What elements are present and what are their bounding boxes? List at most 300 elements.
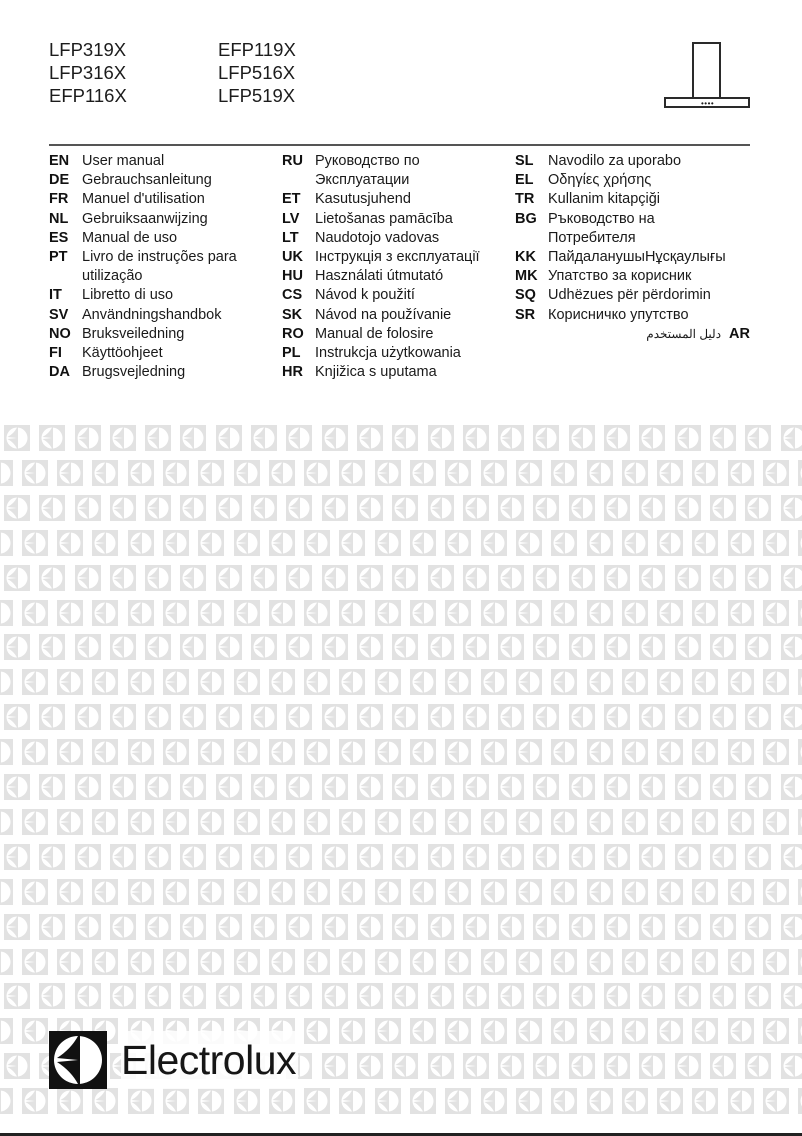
pattern-logo-icon [710, 425, 736, 451]
pattern-logo-icon [675, 425, 701, 451]
pattern-logo-icon [745, 983, 771, 1009]
pattern-logo-icon [604, 425, 630, 451]
pattern-logo-icon [410, 1088, 436, 1114]
pattern-logo-icon [551, 879, 577, 905]
pattern-logo-icon [604, 914, 630, 940]
pattern-logo-icon [0, 809, 13, 835]
pattern-logo-icon [428, 844, 454, 870]
pattern-logo-icon [322, 1053, 348, 1079]
language-entry [515, 210, 750, 229]
language-code: SQ [515, 287, 536, 304]
pattern-logo-icon [216, 425, 242, 451]
pattern-logo-icon [763, 739, 789, 765]
pattern-logo-icon [481, 460, 507, 486]
pattern-logo-icon [357, 844, 383, 870]
pattern-logo-icon [481, 879, 507, 905]
pattern-logo-icon [533, 774, 559, 800]
pattern-row [4, 704, 802, 730]
pattern-logo-icon [728, 530, 754, 556]
pattern-logo-icon [198, 600, 224, 626]
pattern-logo-icon [569, 704, 595, 730]
pattern-logo-icon [392, 495, 418, 521]
pattern-logo-icon [234, 1088, 260, 1114]
pattern-logo-icon [304, 879, 330, 905]
pattern-logo-icon [445, 809, 471, 835]
pattern-row [4, 565, 802, 591]
pattern-logo-icon [0, 1088, 13, 1114]
pattern-logo-icon [622, 530, 648, 556]
pattern-logo-icon [498, 495, 524, 521]
pattern-logo-icon [481, 1088, 507, 1114]
pattern-logo-icon [251, 914, 277, 940]
manual-title: Lietošanas pamācība [315, 210, 453, 227]
pattern-logo-icon [339, 1018, 365, 1044]
pattern-logo-icon [128, 809, 154, 835]
pattern-logo-icon [22, 530, 48, 556]
model-number: EFP116X [49, 85, 127, 106]
pattern-logo-icon [798, 949, 802, 975]
pattern-logo-icon [533, 634, 559, 660]
language-code: PT [49, 249, 68, 266]
pattern-logo-icon [269, 600, 295, 626]
pattern-logo-icon [710, 983, 736, 1009]
pattern-logo-icon [604, 495, 630, 521]
pattern-logo-icon [216, 774, 242, 800]
pattern-logo-icon [551, 1088, 577, 1114]
pattern-logo-icon [0, 460, 13, 486]
pattern-logo-icon [57, 460, 83, 486]
language-code [515, 229, 548, 248]
pattern-logo-icon [587, 669, 613, 695]
pattern-logo-icon [657, 1018, 683, 1044]
language-code: BG [515, 210, 537, 227]
language-entry [282, 229, 480, 248]
language-entry [49, 363, 237, 382]
manual-title: Návod na používanie [315, 306, 452, 323]
language-code: HU [282, 268, 303, 285]
pattern-row [0, 879, 802, 905]
language-code: IT [49, 287, 62, 304]
pattern-logo-icon [251, 704, 277, 730]
language-code: RO [282, 325, 304, 342]
pattern-logo-icon [375, 669, 401, 695]
pattern-logo-icon [216, 565, 242, 591]
language-entry [515, 152, 750, 171]
language-entry [282, 152, 480, 171]
manual-title: Gebruiksaanwijzing [82, 210, 208, 227]
pattern-logo-icon [587, 1018, 613, 1044]
pattern-logo-icon [322, 495, 348, 521]
pattern-logo-icon [587, 1088, 613, 1114]
pattern-logo-icon [445, 530, 471, 556]
pattern-logo-icon [533, 704, 559, 730]
pattern-logo-icon [110, 495, 136, 521]
pattern-logo-icon [180, 704, 206, 730]
pattern-logo-icon [516, 600, 542, 626]
pattern-row [4, 844, 802, 870]
pattern-logo-icon [339, 600, 365, 626]
manual-title: Instrukcja użytkowania [315, 345, 461, 362]
pattern-logo-icon [163, 739, 189, 765]
language-entry [515, 306, 750, 325]
language-code: HR [282, 364, 303, 381]
pattern-logo-icon [692, 739, 718, 765]
pattern-logo-icon [92, 669, 118, 695]
model-number: LFP319X [49, 39, 127, 60]
language-entry [515, 248, 750, 267]
pattern-logo-icon [516, 949, 542, 975]
language-code: SV [49, 306, 69, 323]
pattern-logo-icon [39, 425, 65, 451]
pattern-logo-icon [286, 425, 312, 451]
pattern-logo-icon [234, 949, 260, 975]
pattern-logo-icon [251, 425, 277, 451]
pattern-logo-icon [145, 634, 171, 660]
pattern-logo-icon [145, 914, 171, 940]
pattern-logo-icon [145, 704, 171, 730]
language-code: FI [49, 345, 62, 362]
pattern-logo-icon [657, 1088, 683, 1114]
pattern-logo-icon [375, 460, 401, 486]
pattern-logo-icon [798, 809, 802, 835]
pattern-logo-icon [75, 425, 101, 451]
pattern-logo-icon [145, 844, 171, 870]
manual-title: Naudotojo vadovas [315, 229, 440, 246]
language-code: DE [49, 172, 70, 189]
pattern-logo-icon [710, 844, 736, 870]
pattern-logo-icon [463, 425, 489, 451]
pattern-logo-icon [798, 460, 802, 486]
pattern-logo-icon [128, 460, 154, 486]
pattern-logo-icon [410, 949, 436, 975]
pattern-logo-icon [463, 914, 489, 940]
language-column-2 [282, 152, 480, 382]
pattern-logo-icon [639, 774, 665, 800]
pattern-logo-icon [286, 565, 312, 591]
pattern-logo-icon [498, 634, 524, 660]
pattern-logo-icon [410, 879, 436, 905]
pattern-logo-icon [110, 774, 136, 800]
language-entry [49, 306, 237, 325]
pattern-logo-icon [39, 634, 65, 660]
pattern-logo-icon [498, 844, 524, 870]
pattern-logo-icon [128, 1088, 154, 1114]
model-column-1 [49, 38, 127, 107]
manual-title: Руководство по [315, 153, 420, 169]
pattern-logo-icon [639, 495, 665, 521]
pattern-logo-icon [304, 949, 330, 975]
pattern-logo-icon [675, 495, 701, 521]
manual-title: ПайдаланушыНұсқаулығы [548, 249, 726, 266]
pattern-logo-icon [39, 565, 65, 591]
pattern-logo-icon [304, 739, 330, 765]
pattern-row [0, 809, 802, 835]
pattern-logo-icon [39, 704, 65, 730]
pattern-row [4, 983, 802, 1009]
pattern-logo-icon [587, 460, 613, 486]
manual-title: Návod k použití [315, 287, 415, 304]
pattern-logo-icon [39, 983, 65, 1009]
pattern-logo-icon [322, 634, 348, 660]
hood-lights-icon: •••• [701, 99, 715, 108]
language-entry [282, 267, 480, 286]
pattern-logo-icon [675, 844, 701, 870]
pattern-logo-icon [234, 460, 260, 486]
language-entry [49, 229, 237, 248]
pattern-logo-icon [357, 983, 383, 1009]
pattern-row [0, 1088, 802, 1114]
pattern-logo-icon [75, 565, 101, 591]
pattern-logo-icon [110, 565, 136, 591]
pattern-logo-icon [0, 530, 13, 556]
pattern-logo-icon [180, 914, 206, 940]
pattern-logo-icon [481, 600, 507, 626]
pattern-logo-icon [163, 530, 189, 556]
pattern-logo-icon [587, 739, 613, 765]
pattern-logo-icon [22, 949, 48, 975]
pattern-logo-icon [110, 983, 136, 1009]
pattern-logo-icon [57, 809, 83, 835]
manual-title: Упатство за корисник [548, 268, 692, 285]
language-entry [515, 190, 750, 209]
pattern-logo-icon [533, 914, 559, 940]
pattern-logo-icon [463, 844, 489, 870]
pattern-logo-icon [587, 809, 613, 835]
pattern-logo-icon [463, 774, 489, 800]
language-code: KK [515, 249, 536, 266]
pattern-logo-icon [551, 949, 577, 975]
pattern-logo-icon [57, 530, 83, 556]
pattern-logo-icon [428, 983, 454, 1009]
pattern-logo-icon [781, 774, 802, 800]
pattern-logo-icon [92, 739, 118, 765]
pattern-logo-icon [622, 949, 648, 975]
pattern-logo-icon [22, 669, 48, 695]
pattern-logo-icon [569, 425, 595, 451]
pattern-logo-icon [622, 739, 648, 765]
pattern-logo-icon [75, 634, 101, 660]
pattern-logo-icon [198, 669, 224, 695]
manual-title: Manuel d'utilisation [82, 191, 205, 208]
range-hood-icon [664, 42, 752, 110]
pattern-logo-icon [675, 914, 701, 940]
pattern-logo-icon [339, 809, 365, 835]
pattern-logo-icon [180, 844, 206, 870]
pattern-logo-icon [710, 565, 736, 591]
pattern-logo-icon [604, 704, 630, 730]
pattern-logo-icon [533, 495, 559, 521]
pattern-logo-icon [410, 600, 436, 626]
pattern-logo-icon [745, 704, 771, 730]
pattern-logo-icon [675, 634, 701, 660]
manual-title: Эксплуатации [315, 172, 410, 189]
manual-title: Használati útmutató [315, 268, 444, 285]
pattern-logo-icon [339, 1088, 365, 1114]
pattern-logo-icon [639, 704, 665, 730]
pattern-logo-icon [357, 704, 383, 730]
pattern-logo-icon [357, 914, 383, 940]
pattern-logo-icon [92, 600, 118, 626]
language-entry [49, 344, 237, 363]
pattern-logo-icon [92, 530, 118, 556]
language-entry [49, 267, 237, 286]
pattern-logo-icon [4, 565, 30, 591]
pattern-logo-icon [745, 914, 771, 940]
pattern-logo-icon [322, 844, 348, 870]
pattern-logo-icon [692, 530, 718, 556]
pattern-logo-icon [4, 983, 30, 1009]
pattern-logo-icon [286, 634, 312, 660]
pattern-logo-icon [375, 809, 401, 835]
language-entry [515, 286, 750, 305]
pattern-logo-icon [234, 879, 260, 905]
pattern-logo-icon [286, 495, 312, 521]
manual-title: Navodilo za uporabo [548, 153, 682, 169]
pattern-logo-icon [339, 669, 365, 695]
pattern-logo-icon [234, 809, 260, 835]
pattern-logo-icon [22, 460, 48, 486]
pattern-logo-icon [322, 914, 348, 940]
pattern-row [4, 425, 802, 451]
pattern-logo-icon [710, 634, 736, 660]
pattern-logo-icon [445, 1088, 471, 1114]
pattern-logo-icon [516, 809, 542, 835]
pattern-logo-icon [392, 425, 418, 451]
pattern-logo-icon [481, 949, 507, 975]
pattern-logo-icon [428, 565, 454, 591]
pattern-logo-icon [163, 1088, 189, 1114]
pattern-logo-icon [533, 844, 559, 870]
pattern-logo-icon [710, 704, 736, 730]
pattern-logo-icon [128, 739, 154, 765]
pattern-logo-icon [145, 495, 171, 521]
language-code [282, 171, 315, 190]
pattern-logo-icon [551, 530, 577, 556]
language-entry [282, 190, 480, 209]
pattern-logo-icon [781, 1053, 802, 1079]
manual-title: Інструкція з експлуатації [315, 249, 480, 266]
pattern-logo-icon [251, 774, 277, 800]
pattern-logo-icon [163, 809, 189, 835]
pattern-logo-icon [251, 844, 277, 870]
language-code: DA [49, 364, 70, 381]
pattern-logo-icon [569, 844, 595, 870]
language-entry [282, 210, 480, 229]
pattern-logo-icon [234, 600, 260, 626]
pattern-logo-icon [322, 983, 348, 1009]
pattern-logo-icon [551, 1018, 577, 1044]
manual-title: Корисничко упутство [548, 306, 689, 323]
pattern-logo-icon [763, 879, 789, 905]
pattern-logo-icon [375, 600, 401, 626]
pattern-logo-icon [392, 565, 418, 591]
language-code: LT [282, 229, 299, 246]
language-code: NO [49, 325, 71, 342]
pattern-logo-icon [163, 600, 189, 626]
pattern-logo-icon [692, 669, 718, 695]
pattern-logo-icon [745, 844, 771, 870]
language-entry-arabic [515, 325, 750, 344]
pattern-logo-icon [710, 774, 736, 800]
pattern-logo-icon [198, 949, 224, 975]
pattern-logo-icon [587, 530, 613, 556]
pattern-logo-icon [428, 1053, 454, 1079]
pattern-logo-icon [587, 600, 613, 626]
pattern-logo-icon [728, 460, 754, 486]
pattern-logo-icon [657, 669, 683, 695]
pattern-logo-icon [4, 1053, 30, 1079]
pattern-logo-icon [375, 530, 401, 556]
pattern-logo-icon [375, 1018, 401, 1044]
pattern-logo-icon [533, 1053, 559, 1079]
pattern-logo-icon [0, 739, 13, 765]
pattern-logo-icon [304, 809, 330, 835]
pattern-logo-icon [728, 879, 754, 905]
pattern-logo-icon [622, 1088, 648, 1114]
pattern-logo-icon [675, 565, 701, 591]
pattern-logo-icon [339, 949, 365, 975]
pattern-logo-icon [569, 565, 595, 591]
pattern-logo-icon [639, 844, 665, 870]
pattern-logo-icon [110, 634, 136, 660]
manual-title: Οδηγίες χρήσης [548, 172, 652, 189]
pattern-logo-icon [498, 704, 524, 730]
pattern-logo-icon [781, 844, 802, 870]
pattern-logo-icon [110, 844, 136, 870]
pattern-logo-icon [180, 565, 206, 591]
language-entry [282, 344, 480, 363]
pattern-logo-icon [781, 565, 802, 591]
electrolux-logo-icon [49, 1031, 107, 1089]
pattern-logo-icon [304, 1018, 330, 1044]
pattern-logo-icon [622, 879, 648, 905]
pattern-logo-icon [463, 983, 489, 1009]
pattern-logo-icon [92, 1088, 118, 1114]
pattern-logo-icon [57, 949, 83, 975]
pattern-logo-icon [304, 600, 330, 626]
language-entry [49, 190, 237, 209]
manual-title: Libretto di uso [82, 287, 174, 304]
pattern-logo-icon [428, 704, 454, 730]
pattern-logo-icon [22, 739, 48, 765]
pattern-logo-icon [357, 774, 383, 800]
pattern-logo-icon [128, 879, 154, 905]
pattern-logo-icon [216, 983, 242, 1009]
pattern-logo-icon [92, 879, 118, 905]
language-entry [49, 210, 237, 229]
pattern-logo-icon [163, 879, 189, 905]
pattern-logo-icon [39, 844, 65, 870]
pattern-logo-icon [392, 704, 418, 730]
pattern-logo-icon [516, 1088, 542, 1114]
pattern-logo-icon [781, 914, 802, 940]
pattern-logo-icon [428, 774, 454, 800]
pattern-logo-icon [57, 669, 83, 695]
pattern-logo-icon [463, 634, 489, 660]
pattern-logo-icon [4, 774, 30, 800]
pattern-logo-icon [675, 983, 701, 1009]
pattern-logo-icon [216, 495, 242, 521]
pattern-logo-icon [763, 1018, 789, 1044]
pattern-logo-icon [410, 669, 436, 695]
pattern-logo-icon [622, 1018, 648, 1044]
pattern-logo-icon [728, 739, 754, 765]
pattern-logo-icon [163, 949, 189, 975]
model-number: LFP519X [218, 85, 296, 106]
pattern-logo-icon [39, 914, 65, 940]
pattern-logo-icon [145, 983, 171, 1009]
pattern-logo-icon [781, 634, 802, 660]
